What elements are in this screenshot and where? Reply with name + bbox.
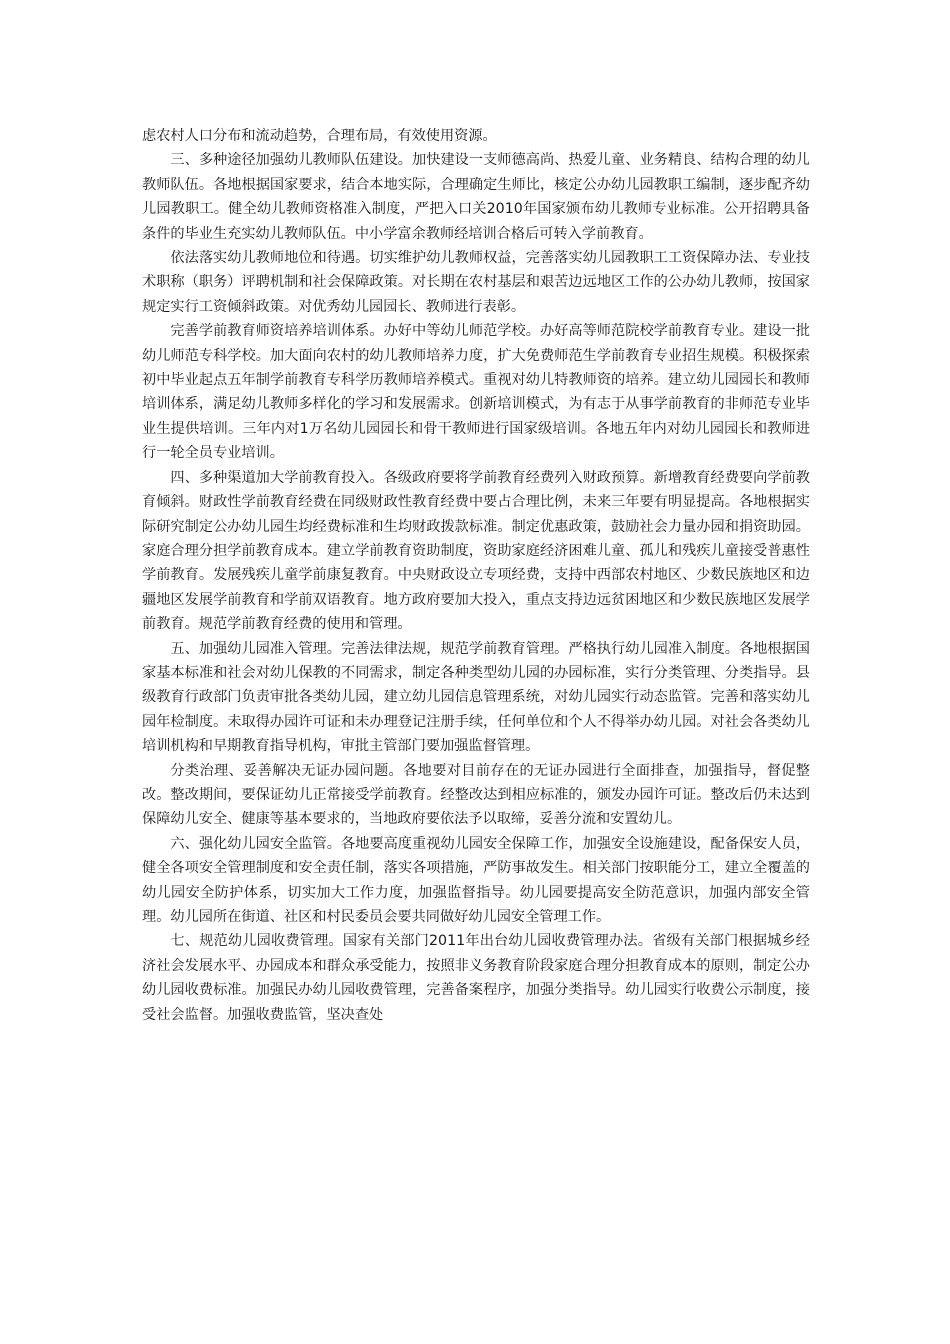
paragraph: 七、规范幼儿园收费管理。国家有关部门2011年出台幼儿园收费管理办法。省级有关部门根据城乡经济社会发展水平、办园成本和群众承受能力，按照非义务教育阶段家庭合理分担教育成本的原则，制定公办幼儿园收费标准。加强民办幼儿园收费管理，完善备案程序，加强分类指导。幼儿园实行收费公示制度，接受社会监督。加强收费监管，坚决查处 <box>142 933 810 1023</box>
paragraph: 依法落实幼儿教师地位和待遇。切实维护幼儿教师权益，完善落实幼儿园教职工工资保障办法、专业技术职称（职务）评聘机制和社会保障政策。对长期在农村基层和艰苦边远地区工作的公办幼儿教师，按国家规定实行工资倾斜政策。对优秀幼儿园园长、教师进行表彰。 <box>142 250 810 315</box>
paragraph: 五、加强幼儿园准入管理。完善法律法规，规范学前教育管理。严格执行幼儿园准入制度。各地根据国家基本标准和社会对幼儿保教的不同需求，制定各种类型幼儿园的办园标准，实行分类管理、分类指导。县级教育行政部门负责审批各类幼儿园，建立幼儿园信息管理系统，对幼儿园实行动态监管。完善和落实幼儿园年检制度。未取得办园许可证和未办理登记注册手续，任何单位和个人不得举办幼儿园。对社会各类幼儿培训机构和早期教育指导机构，审批主管部门要加强监督管理。 <box>142 640 810 755</box>
paragraph: 完善学前教育师资培养培训体系。办好中等幼儿师范学校。办好高等师范院校学前教育专业。建设一批幼儿师范专科学校。加大面向农村的幼儿教师培养力度，扩大免费师范生学前教育专业招生规模。积极探索初中毕业起点五年制学前教育专科学历教师培养模式。重视对幼儿特教师资的培养。建立幼儿园园长和教师培训体系，满足幼儿教师多样化的学习和发展需求。创新培训模式，为有志于从事学前教育的非师范专业毕业生提供培训。三年内对1万名幼儿园园长和骨干教师进行国家级培训。各地五年内对幼儿园园长和教师进行一轮全员专业培训。 <box>142 323 810 462</box>
paragraph: 四、多种渠道加大学前教育投入。各级政府要将学前教育经费列入财政预算。新增教育经费要向学前教育倾斜。财政性学前教育经费在同级财政性教育经费中要占合理比例，未来三年要有明显提高。各地根据实际研究制定公办幼儿园生均经费标准和生均财政拨款标准。制定优惠政策，鼓励社会力量办园和捐资助园。家庭合理分担学前教育成本。建立学前教育资助制度，资助家庭经济困难儿童、孤儿和残疾儿童接受普惠性学前教育。发展残疾儿童学前康复教育。中央财政设立专项经费，支持中西部农村地区、少数民族地区和边疆地区发展学前教育和学前双语教育。地方政府要加大投入，重点支持边远贫困地区和少数民族地区发展学前教育。规范学前教育经费的使用和管理。 <box>142 469 810 633</box>
paragraph: 虑农村人口分布和流动趋势，合理布局，有效使用资源。 <box>142 128 497 144</box>
document-page <box>142 124 810 1027</box>
paragraph: 六、强化幼儿园安全监管。各地要高度重视幼儿园安全保障工作，加强安全设施建设，配备保安人员，健全各项安全管理制度和安全责任制，落实各项措施，严防事故发生。相关部门按职能分工，建立全覆盖的幼儿园安全防护体系，切实加大工作力度，加强监督指导。幼儿园要提高安全防范意识，加强内部安全管理。幼儿园所在街道、社区和村民委员会要共同做好幼儿园安全管理工作。 <box>142 835 810 925</box>
paragraph: 分类治理、妥善解决无证办园问题。各地要对目前存在的无证办园进行全面排查，加强指导，督促整改。整改期间，要保证幼儿正常接受学前教育。经整改达到相应标准的，颁发办园许可证。整改后仍未达到保障幼儿安全、健康等基本要求的，当地政府要依法予以取缔，妥善分流和安置幼儿。 <box>142 762 810 828</box>
paragraph: 三、多种途径加强幼儿教师队伍建设。加快建设一支师德高尚、热爱儿童、业务精良、结构合理的幼儿教师队伍。各地根据国家要求，结合本地实际，合理确定生师比，核定公办幼儿园教职工编制，逐步配齐幼儿园教职工。健全幼儿教师资格准入制度，严把入口关2010年国家颁布幼儿教师专业标准。公开招聘具备条件的毕业生充实幼儿教师队伍。中小学富余教师经培训合格后可转入学前教育。 <box>142 152 810 242</box>
